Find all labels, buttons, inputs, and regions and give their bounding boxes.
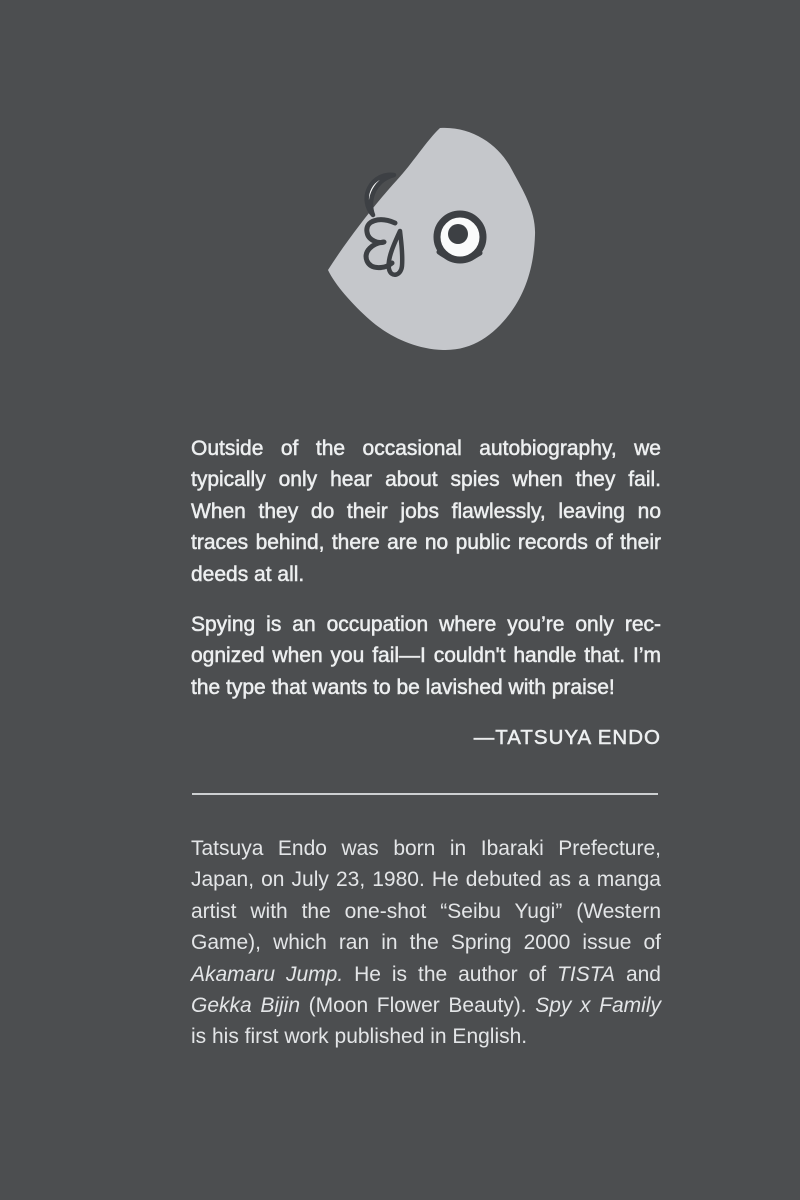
text-line — [191, 672, 661, 703]
text-segment: When they do their jobs flawlessly, leaving no — [191, 499, 661, 523]
doodle-eye-pupil — [448, 224, 468, 244]
italic-title-text: Akamaru Jump. — [191, 962, 344, 986]
text-segment: Tatsuya Endo was born in Ibaraki Prefecture, — [191, 837, 661, 860]
text-line — [191, 496, 661, 527]
text-segment: the type that wants to be lavished with praise! — [191, 675, 615, 699]
quote-paragraph-2 — [191, 609, 661, 703]
text-segment: artist with the one-shot “Seibu Yugi” (Western — [191, 899, 661, 923]
text-segment: ognized when you fail—I couldn't handle that. I’m — [191, 644, 661, 668]
text-line — [191, 433, 661, 464]
text-line — [191, 896, 661, 927]
text-segment: Game), which ran in the Spring 2000 issue of — [191, 931, 661, 955]
text-line — [191, 864, 661, 895]
text-segment: traces behind, there are no public records of their — [191, 531, 661, 555]
text-segment: Japan, on July 23, 1980. He debuted as a manga — [191, 868, 661, 892]
quote-attribution: —TATSUYA ENDO — [473, 726, 661, 750]
italic-title-text: Spy x Family — [535, 994, 661, 1018]
quote-paragraph-1 — [191, 433, 661, 590]
author-bio — [191, 833, 661, 1053]
author-quote — [191, 433, 661, 754]
text-line — [191, 640, 661, 671]
text-line — [191, 609, 661, 640]
text-segment: typically only hear about spies when they fail. — [191, 468, 661, 492]
text-segment: He is the author of — [343, 962, 558, 986]
text-line — [191, 464, 661, 495]
doodle-head — [328, 128, 535, 350]
text-line — [191, 959, 661, 990]
text-segment: Outside of the occasional autobiography, we — [191, 437, 661, 460]
text-line — [191, 927, 661, 958]
italic-title-text: TISTA — [557, 962, 615, 986]
text-segment: Spying is an occupation where you’re only rec- — [191, 613, 661, 637]
text-segment: and — [615, 962, 661, 986]
divider-rule — [192, 793, 658, 795]
text-line — [191, 527, 661, 558]
text-segment: deeds at all. — [191, 562, 305, 586]
text-segment: is his first work published in English. — [191, 1025, 528, 1049]
text-line — [191, 990, 661, 1021]
text-line — [191, 833, 661, 864]
text-line — [191, 559, 661, 590]
author-doodle-illustration — [315, 120, 545, 355]
text-line — [191, 1021, 661, 1052]
text-segment: (Moon Flower Beauty). — [300, 994, 536, 1018]
italic-title-text: Gekka Bijin — [191, 994, 300, 1018]
